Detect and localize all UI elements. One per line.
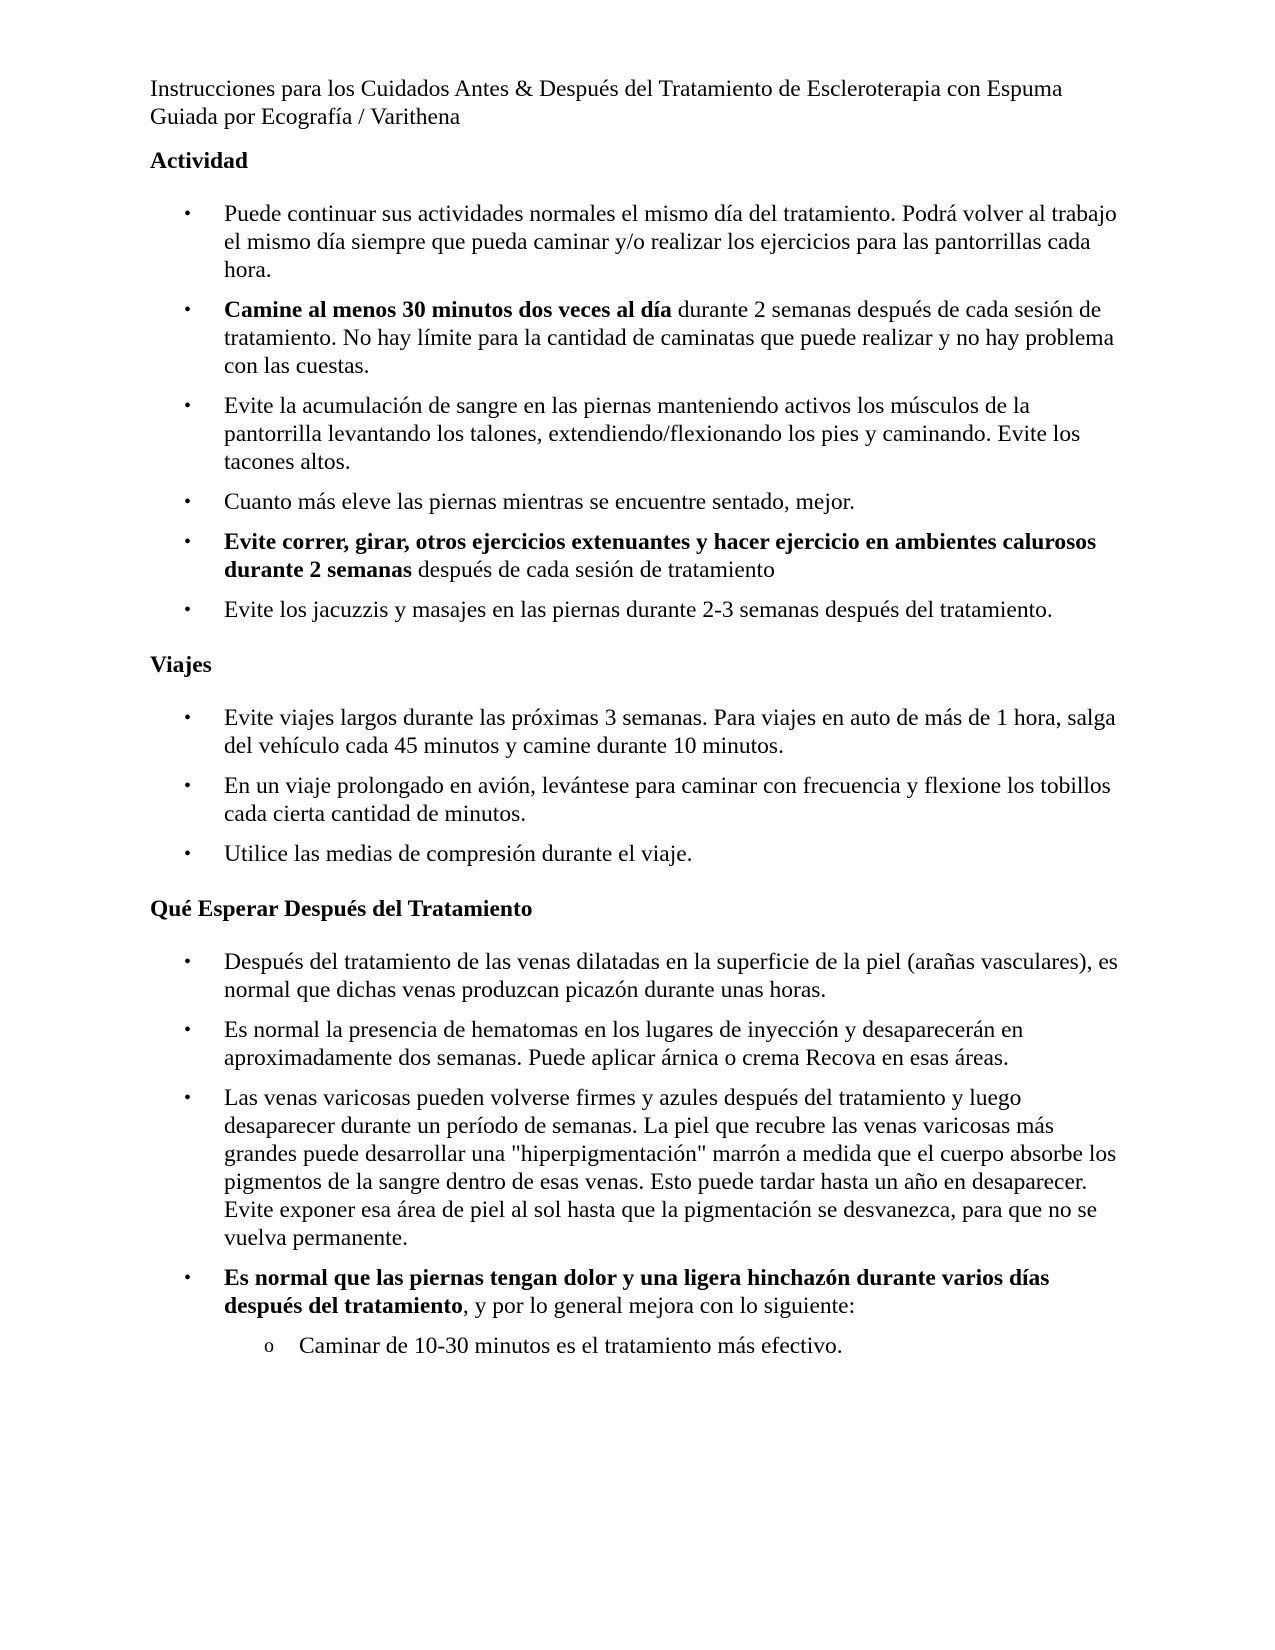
bullet-icon: • (184, 1019, 192, 1041)
bullet-icon: • (184, 1087, 192, 1109)
list-item-text: Evite viajes largos durante las próximas 3 semanas. Para viajes en auto de más de 1 hora, salga del vehículo cada 45 minutos y camine durante 10 minutos. (224, 705, 1116, 759)
sub-list-item (224, 1332, 1130, 1360)
list-item-text: Es normal la presencia de hematomas en los lugares de inyección y desaparecerán en aproximadamente dos semanas. Puede aplicar árnica o crema Recova en esas áreas. (224, 1017, 1024, 1071)
bullet-icon: • (184, 491, 192, 513)
bullet-list-que-esperar (150, 948, 1130, 1360)
bullet-icon: • (184, 843, 192, 865)
list-item (150, 840, 1130, 868)
bullet-icon: • (184, 707, 192, 729)
list-item-text: Evite la acumulación de sangre en las piernas manteniendo activos los músculos de la pantorrilla levantando los talones, extendiendo/flexionando los pies y caminando. Evite los tacones altos. (224, 393, 1081, 475)
list-item (150, 392, 1130, 476)
list-item-text: En un viaje prolongado en avión, levántese para caminar con frecuencia y flexione los tobillos cada cierta cantidad de minutos. (224, 773, 1111, 827)
list-item (150, 596, 1130, 624)
list-item (150, 1016, 1130, 1072)
bullet-icon: • (184, 599, 192, 621)
bullet-icon: • (184, 1267, 192, 1289)
list-item (150, 488, 1130, 516)
bullet-icon: • (184, 775, 192, 797)
list-item (150, 704, 1130, 760)
bullet-icon: • (184, 951, 192, 973)
list-item-text: Evite los jacuzzis y masajes en las piernas durante 2-3 semanas después del tratamiento. (224, 597, 1053, 623)
list-item-bold-text: Camine al menos 30 minutos dos veces al día (224, 297, 672, 323)
document-page (150, 75, 1130, 1360)
bullet-list-actividad (150, 200, 1130, 624)
list-item-text: Utilice las medias de compresión durante el viaje. (224, 841, 693, 867)
sub-list-item-text: Caminar de 10-30 minutos es el tratamiento más efectivo. (299, 1333, 843, 1359)
bullet-icon: • (184, 299, 192, 321)
list-item (150, 528, 1130, 584)
bullet-list-viajes (150, 704, 1130, 868)
list-item-text: Las venas varicosas pueden volverse firmes y azules después del tratamiento y luego desaparecer durante un período de semanas. La piel que recubre las venas varicosas más grandes puede desarrollar una "hiperpigmentación" marrón a medida que el cuerpo absorbe los pigmentos de la sangre dentro de esas venas. Esto puede tardar hasta un año en desaparecer. Evite exponer esa área de piel al sol hasta que la pigmentación se desvanezca, para que no se vuelva permanente. (224, 1085, 1117, 1251)
circle-bullet-icon: o (264, 1335, 274, 1357)
list-item (150, 948, 1130, 1004)
list-item-bold-text: Evite correr, girar, otros ejercicios extenuantes y hacer ejercicio en ambientes calurosos durante 2 semanas (224, 529, 1097, 583)
list-item-text: Puede continuar sus actividades normales el mismo día del tratamiento. Podrá volver al trabajo el mismo día siempre que pueda caminar y/o realizar los ejercicios para las pantorrillas cada hora. (224, 201, 1117, 283)
list-item-text: durante 2 semanas después de cada sesión de tratamiento. No hay límite para la cantidad de caminatas que puede realizar y no hay problema con las cuestas. (224, 297, 1115, 379)
bullet-icon: • (184, 395, 192, 417)
list-item-bold-text: Es normal que las piernas tengan dolor y una ligera hinchazón durante varios días después del tratamiento (224, 1265, 1050, 1319)
section-heading-viajes: Viajes (150, 652, 212, 678)
list-item-text: , y por lo general mejora con lo siguiente: (462, 1293, 856, 1319)
list-item-text: Cuanto más eleve las piernas mientras se encuentre sentado, mejor. (224, 489, 856, 515)
document-title: Instrucciones para los Cuidados Antes & Después del Tratamiento de Escleroterapia con Espuma Guiada por Ecografía / Varithena (150, 76, 1063, 130)
list-item (150, 1264, 1130, 1360)
bullet-icon: • (184, 203, 192, 225)
list-item (150, 296, 1130, 380)
sub-list (224, 1332, 1130, 1360)
list-item-text: después de cada sesión de tratamiento (412, 557, 775, 583)
bullet-icon: • (184, 531, 192, 553)
section-heading-actividad: Actividad (150, 148, 248, 174)
list-item (150, 772, 1130, 828)
list-item (150, 1084, 1130, 1252)
list-item (150, 200, 1130, 284)
list-item-text: Después del tratamiento de las venas dilatadas en la superficie de la piel (arañas vasculares), es normal que dichas venas produzcan picazón durante unas horas. (224, 949, 1118, 1003)
section-heading-que-esperar: Qué Esperar Después del Tratamiento (150, 896, 533, 922)
